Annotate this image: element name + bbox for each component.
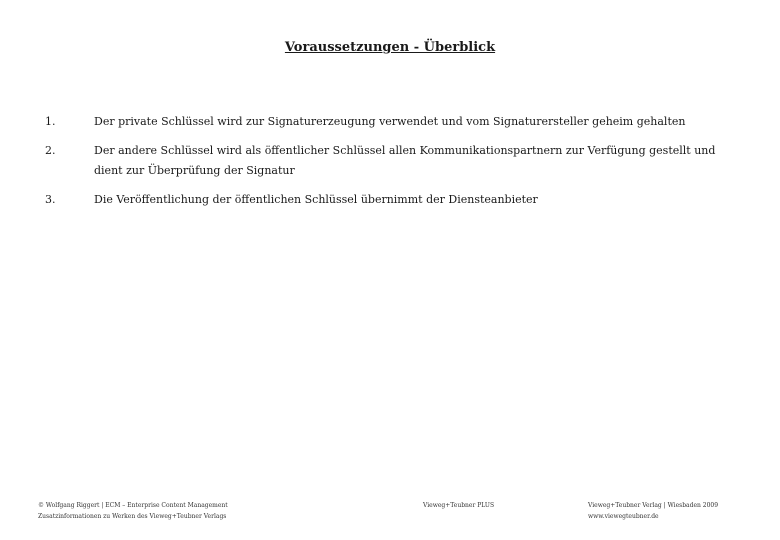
footer-brand-line: Vieweg+Teubner PLUS (423, 502, 495, 509)
footer-brand (423, 500, 494, 511)
footer-publisher (588, 500, 718, 522)
list-item-text: Der private Schlüssel wird zur Signaturerzeugung verwendet und vom Signaturersteller geheim gehalten (94, 115, 686, 128)
list-item (45, 112, 745, 132)
list-item (45, 141, 745, 181)
list-item-text: Der andere Schlüssel wird als öffentlicher Schlüssel allen Kommunikationspartnern zur Verfügung gestellt und dient zur Überprüfung der Signatur (94, 144, 716, 177)
list-item (45, 190, 745, 210)
footer-copyright-line: © Wolfgang Riggert | ECM – Enterprise Content Management (38, 502, 228, 509)
numbered-list (45, 112, 745, 219)
list-item-number: 1. (45, 115, 56, 128)
page-title: Voraussetzungen - Überblick (284, 40, 496, 55)
footer-copyright (38, 500, 228, 522)
list-item-number: 2. (45, 144, 56, 157)
list-item-number: 3. (45, 193, 56, 206)
list-item-text: Die Veröffentlichung der öffentlichen Schlüssel übernimmt der Diensteanbieter (94, 193, 538, 206)
footer-website-link[interactable]: www.viewegteubner.de (588, 513, 659, 520)
footer-info-line: Zusatzinformationen zu Werken des Vieweg+Teubner Verlags (38, 513, 227, 520)
footer-publisher-line: Vieweg+Teubner Verlag | Wiesbaden 2009 (588, 502, 719, 509)
